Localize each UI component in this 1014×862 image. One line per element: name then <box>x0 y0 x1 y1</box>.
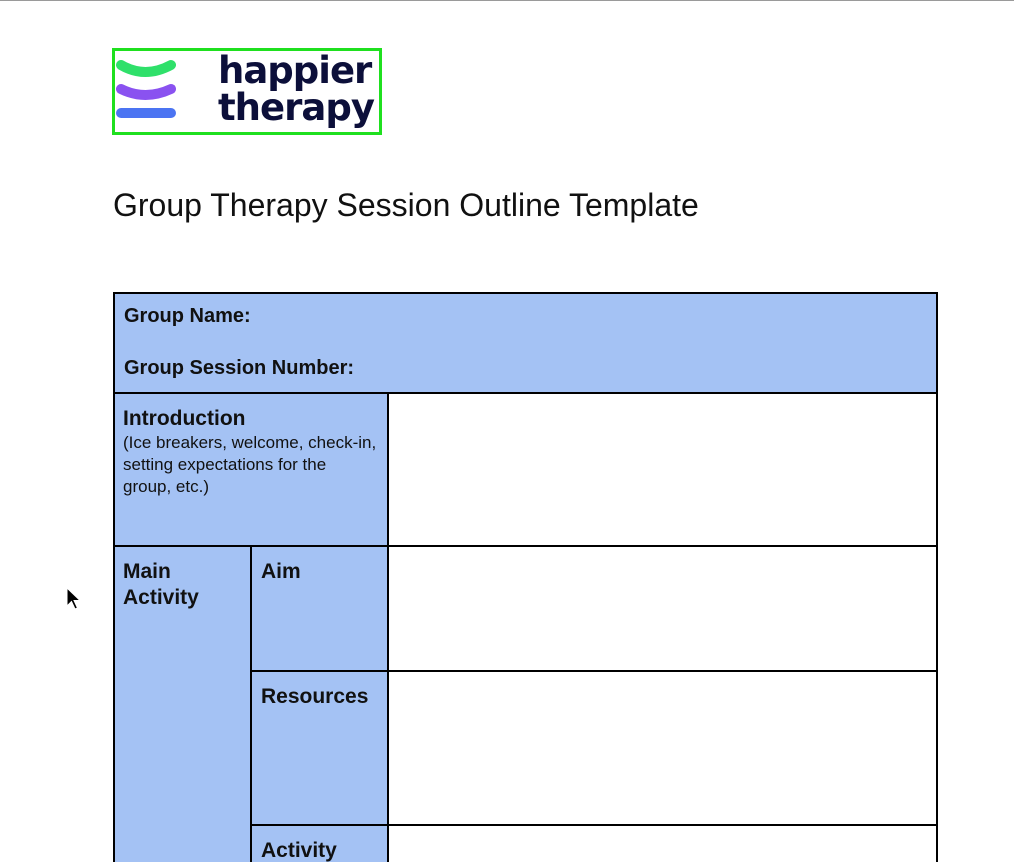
resources-label-cell <box>251 671 388 825</box>
introduction-label: Introduction <box>123 407 246 430</box>
resources-content-cell[interactable] <box>388 671 937 825</box>
group-session-number-label: Group Session Number: <box>124 357 355 379</box>
introduction-label-cell <box>114 393 388 546</box>
group-name-label: Group Name: <box>124 305 251 327</box>
activity-content-cell[interactable] <box>388 825 937 862</box>
aim-label: Aim <box>261 560 301 583</box>
main-activity-label: Main Activity <box>123 560 199 609</box>
activity-label: Activity <box>261 839 337 862</box>
session-outline-table <box>113 292 938 862</box>
resources-label: Resources <box>261 685 369 708</box>
logo-wordmark <box>218 49 374 129</box>
aim-label-cell <box>251 546 388 671</box>
aim-content-cell[interactable] <box>388 546 937 671</box>
activity-label-cell <box>251 825 388 862</box>
introduction-description: (Ice breakers, welcome, check-in, setting expectations for the group, etc.) <box>123 433 377 496</box>
logo-line-2: therapy <box>218 86 374 129</box>
mouse-pointer-icon <box>66 587 82 616</box>
group-header-cell[interactable] <box>114 293 937 393</box>
main-activity-label-cell <box>114 546 251 862</box>
logo-stripes-icon <box>115 51 215 132</box>
introduction-content-cell[interactable] <box>388 393 937 546</box>
document-title: Group Therapy Session Outline Template <box>113 187 699 223</box>
happier-therapy-logo[interactable] <box>112 48 382 135</box>
logo-line-1: happier <box>218 49 372 92</box>
